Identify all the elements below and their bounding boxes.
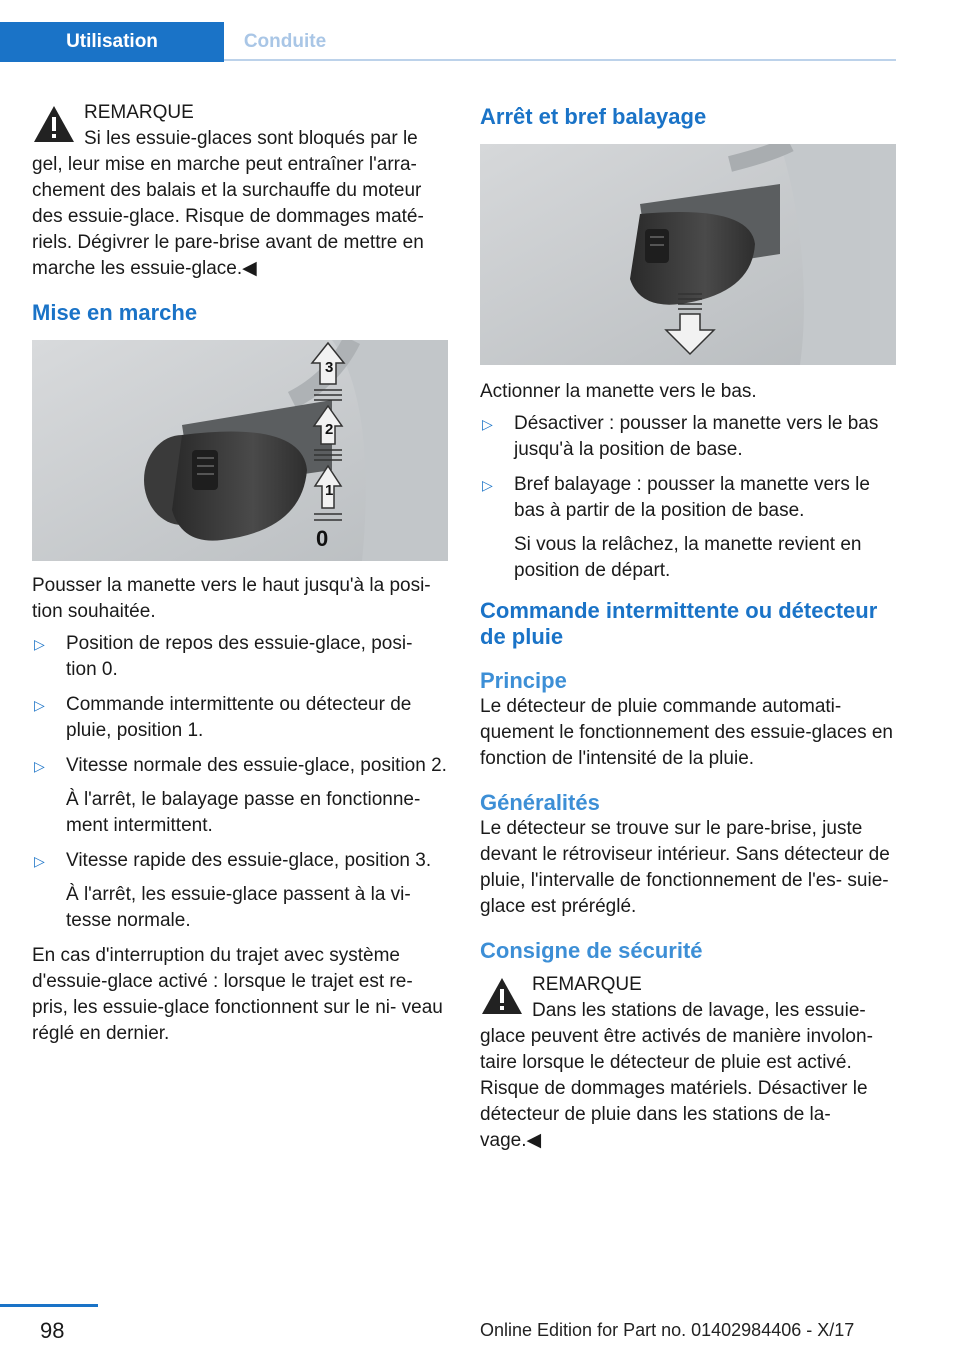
warning-text: Dans les stations de lavage, les essuie-	[532, 1000, 866, 1021]
list-item-text: Vitesse normale des essuie-glace, position 2.	[66, 755, 447, 776]
list-item-note: Si vous la relâchez, la manette revient en position de départ.	[514, 534, 862, 581]
list-item-note: À l'arrêt, les essuie-glace passent à la vi- tesse normale.	[66, 884, 411, 931]
list-item-text: Position de repos des essuie-glace, posi- tion 0.	[66, 633, 413, 680]
bullet-triangle-icon: ▷	[482, 477, 493, 493]
wiper-lever-up-figure	[32, 340, 448, 561]
wiper-lever-down-illustration	[480, 144, 896, 365]
right-column	[480, 100, 896, 1172]
closing-text: En cas d'interruption du trajet avec système d'essuie-glace activé : lorsque le trajet est re- pris, les essuie-glace fonctionnent sur le ni- veau réglé en dernier.	[32, 945, 443, 1044]
list-item-text: Désactiver : pousser la manette vers le bas jusqu'à la position de base.	[514, 413, 879, 460]
list-item	[32, 692, 448, 744]
list-item-text: Commande intermittente ou détecteur de pluie, position 1.	[66, 694, 412, 741]
figure-label-2: 2	[325, 421, 334, 438]
warning-label: REMARQUE	[84, 102, 194, 123]
warning-icon	[480, 976, 524, 1016]
figure-label-1: 1	[325, 482, 334, 499]
left-column	[32, 100, 448, 1047]
tab-conduite[interactable]: Conduite	[243, 31, 327, 52]
wiper-lever-down-figure	[480, 144, 896, 365]
page-number: 98	[40, 1318, 65, 1343]
list-item	[32, 631, 448, 683]
warning-icon	[32, 104, 76, 144]
edition-text: Online Edition for Part no. 01402984406 - X/17	[480, 1320, 855, 1340]
section-heading: Arrêt et bref balayage	[480, 104, 707, 129]
list-item	[32, 848, 448, 934]
bullet-triangle-icon: ▷	[34, 853, 45, 869]
warning-box	[32, 100, 448, 282]
list-item	[480, 411, 896, 463]
warning-label: REMARQUE	[532, 974, 642, 995]
warning-text-continued: gel, leur mise en marche peut entraîner l'arra- chement des balais et la surchauffe du moteur des essuie-glace. Risque de dommages maté- riels. Dégivrer le pare-brise avant de mettre en marche les essuie-glace.◀	[32, 154, 424, 279]
intro-text: Actionner la manette vers le bas.	[480, 381, 757, 402]
warning-box	[480, 972, 896, 1154]
position-list	[32, 631, 448, 934]
bullet-triangle-icon: ▷	[34, 697, 45, 713]
page-header	[0, 0, 960, 64]
subsection-heading: Consigne de sécurité	[480, 938, 703, 963]
general-text: Le détecteur se trouve sur le pare-brise, juste devant le rétroviseur intérieur. Sans détecteur de pluie, l'intervalle de fonctionnement de l'es- suie-glace est préréglé.	[480, 818, 890, 917]
tab-utilisation[interactable]: Utilisation	[0, 22, 224, 62]
subsection-heading: Principe	[480, 668, 567, 693]
section-heading: Mise en marche	[32, 300, 198, 325]
warning-text: Si les essuie-glaces sont bloqués par le	[84, 128, 418, 149]
wiper-lever-illustration	[32, 340, 448, 561]
bullet-triangle-icon: ▷	[34, 758, 45, 774]
list-item	[32, 753, 448, 839]
list-item-text: Vitesse rapide des essuie-glace, position 3.	[66, 850, 432, 871]
figure-label-3: 3	[325, 359, 334, 376]
list-item-note: À l'arrêt, le balayage passe en fonctionne- ment intermittent.	[66, 789, 421, 836]
list-item-text: Bref balayage : pousser la manette vers le bas à partir de la position de base.	[514, 474, 870, 521]
figure-label-0: 0	[316, 526, 329, 551]
header-divider	[224, 59, 896, 61]
bullet-triangle-icon: ▷	[482, 416, 493, 432]
footer-divider	[0, 1304, 98, 1307]
intro-text: Pousser la manette vers le haut jusqu'à la posi- tion souhaitée.	[32, 575, 431, 622]
action-list	[480, 411, 896, 584]
list-item	[480, 472, 896, 584]
bullet-triangle-icon: ▷	[34, 636, 45, 652]
warning-text-continued: glace peuvent être activés de manière involon- taire lorsque le détecteur de pluie est activé. Risque de dommages matériels. Désactiver le détecteur de pluie dans les stations de la- vage.◀	[480, 1026, 873, 1151]
principle-text: Le détecteur de pluie commande automati- quement le fonctionnement des essuie-glaces en fonction de l'intensité de la pluie.	[480, 696, 893, 769]
subsection-heading: Généralités	[480, 790, 600, 815]
section-heading: Commande intermittente ou détecteur de pluie	[480, 598, 878, 649]
